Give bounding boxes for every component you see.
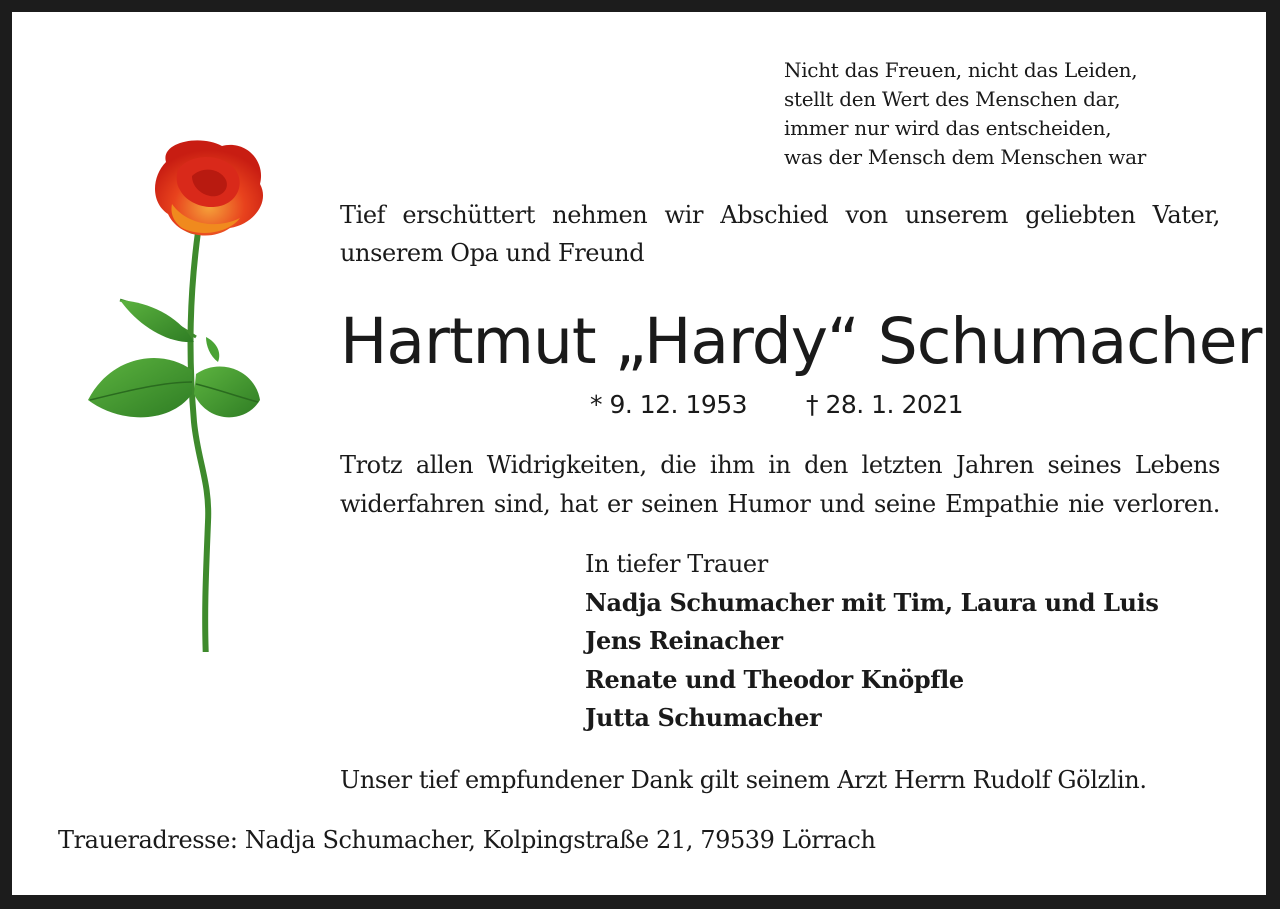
mourner-name: Jens Reinacher <box>585 626 783 655</box>
mourning-address: Traueradresse: Nadja Schumacher, Kolpingstraße 21, 79539 Lörrach <box>58 826 876 854</box>
mourners-lead: In tiefer Trauer <box>585 550 768 578</box>
death-date: † 28. 1. 2021 <box>806 390 964 419</box>
mourner-name: Jutta Schumacher <box>585 703 822 732</box>
tribute-text: Trotz allen Widrigkeiten, die ihm in den letzten Jahren seines Lebens widerfahren sind, hat er seinen Humor und seine Empathie nie verloren. <box>340 451 1220 518</box>
birth-date: * 9. 12. 1953 <box>590 390 748 419</box>
intro-text: Tief erschüttert nehmen wir Abschied von unserem geliebten Vater, unserem Opa und Freund <box>340 201 1220 267</box>
memorial-poem <box>784 56 1254 172</box>
mourners-list <box>585 545 1225 738</box>
poem-line: stellt den Wert des Menschen dar, <box>784 87 1121 111</box>
poem-line: immer nur wird das entscheiden, <box>784 116 1112 140</box>
mourner-name: Renate und Theodor Knöpfle <box>585 664 964 694</box>
poem-line: was der Mensch dem Menschen war <box>784 145 1146 169</box>
thanks-text: Unser tief empfundener Dank gilt seinem Arzt Herrn Rudolf Gölzlin. <box>340 766 1147 794</box>
poem-line: Nicht das Freuen, nicht das Leiden, <box>784 58 1138 82</box>
rose-icon <box>70 132 270 652</box>
mourner-name: Nadja Schumacher mit Tim, Laura und Luis <box>585 587 1159 617</box>
deceased-name: Hartmut „Hardy“ Schumacher <box>340 305 1262 378</box>
obituary-notice <box>12 12 1266 895</box>
